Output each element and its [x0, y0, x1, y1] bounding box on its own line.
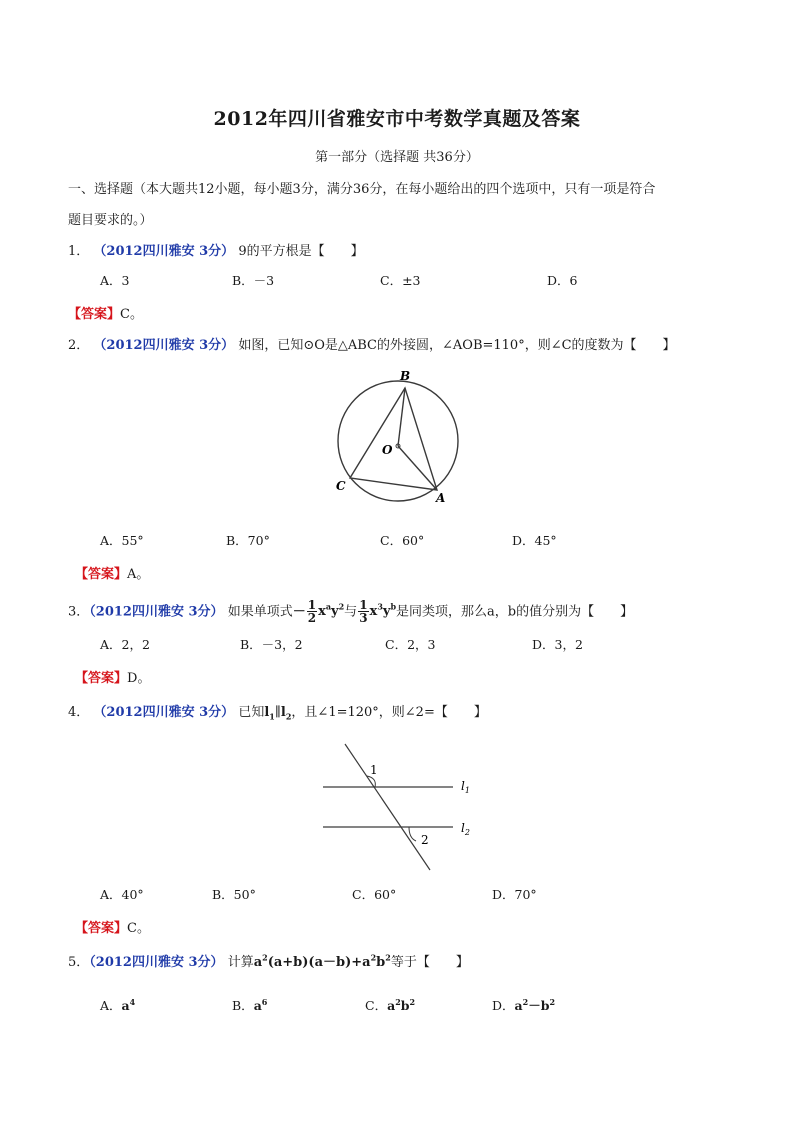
- question-text-a: 已知: [238, 705, 265, 720]
- question-number: 3．: [68, 604, 90, 620]
- question-text: 9的平方根是【 】: [238, 244, 364, 259]
- fraction-2: $\frac{1}{3}$: [359, 598, 368, 626]
- question-3: [68, 593, 633, 626]
- q5-option-c: C．$a^2b^2$: [365, 996, 416, 1013]
- label-b: B: [400, 369, 411, 383]
- question-text-b: 等于【 】: [390, 955, 469, 970]
- line-l2: $l_2$: [280, 705, 292, 722]
- question-text-b: ，且∠1=120°，则∠2=【 】: [291, 705, 487, 720]
- q1-option-c: C．±3: [380, 273, 421, 288]
- q4-option-c: C．60°: [352, 887, 397, 902]
- question-source: （2012四川雅安 3分）: [89, 604, 224, 620]
- expression: $a^2(a+b)(a-b)+a^2b^2$: [253, 952, 391, 970]
- q3-option-d: D．3，2: [532, 637, 583, 652]
- q1-answer: [68, 303, 143, 322]
- l2-label: $l_2$: [461, 821, 470, 837]
- question-number: 1．: [68, 244, 90, 259]
- q2-option-a: A．55°: [100, 533, 144, 548]
- section-intro-line2: 题目要求的。）: [68, 213, 153, 228]
- answer-value: C。: [120, 307, 143, 322]
- q2-option-c: C．60°: [380, 533, 425, 548]
- l1-label: $l_1$: [461, 779, 470, 795]
- question-4: [68, 701, 487, 722]
- angle-2-arc: [409, 827, 416, 841]
- question-text-c: 是同类项，那么a，b的值分别为【 】: [396, 604, 634, 620]
- monomial-1: $x^ay^2$: [318, 602, 345, 620]
- q4-option-b: B．50°: [212, 887, 256, 902]
- q4-answer: [75, 917, 150, 936]
- segment-oa: [398, 446, 437, 490]
- question-text-a: 计算: [227, 955, 254, 970]
- question-number: 5．: [68, 955, 90, 970]
- section-intro-line1: 一、选择题（本大题共12小题，每小题3分，满分36分，在每小题给出的四个选项中，只有一项是符合: [68, 182, 656, 197]
- parallel-lines-figure: [315, 740, 485, 875]
- line-l1: $l_1$: [264, 705, 275, 722]
- q4-option-a: A．40°: [100, 887, 144, 902]
- page-title: 2012年四川省雅安市中考数学真题及答案: [213, 108, 581, 130]
- answer-value: A。: [127, 567, 150, 582]
- q4-option-d: D．70°: [492, 887, 537, 902]
- q2-answer: [75, 563, 149, 582]
- label-c: C: [336, 479, 346, 493]
- label-o: O: [382, 443, 393, 457]
- transversal-line: [345, 744, 430, 870]
- q2-option-b: B．70°: [226, 533, 270, 548]
- answer-label: 【答案】: [75, 671, 128, 686]
- question-number: 4．: [68, 705, 90, 720]
- angle-1-label: 1: [370, 763, 378, 777]
- q3-option-c: C．2，3: [385, 637, 436, 652]
- question-text-a: 如果单项式: [227, 604, 293, 620]
- label-a: A: [436, 491, 446, 505]
- question-number: 2．: [68, 338, 90, 353]
- q1-option-d: D．6: [547, 273, 578, 288]
- question-text-b: 与: [344, 604, 358, 620]
- answer-label: 【答案】: [75, 567, 128, 582]
- answer-value: C。: [127, 921, 150, 936]
- minus-sign: －: [292, 604, 306, 620]
- parallel-sign: ∥: [274, 705, 281, 720]
- question-source: （2012四川雅安 3分）: [89, 955, 224, 970]
- q5-option-d: D．$a^2-b^2$: [492, 996, 556, 1013]
- question-source: （2012四川雅安 3分）: [93, 244, 235, 259]
- question-5: [68, 951, 469, 970]
- q5-option-a: A．$a^4$: [100, 996, 136, 1013]
- question-text: 如图，已知⊙O是△ABC的外接圆，∠AOB=110°，则∠C的度数为【 】: [238, 338, 676, 353]
- q3-option-b: B．－3，2: [240, 637, 303, 652]
- fraction-1: $\frac{1}{2}$: [307, 598, 317, 626]
- angle-2-label: 2: [421, 833, 429, 847]
- q1-option-b: B．－3: [232, 273, 275, 288]
- answer-label: 【答案】: [75, 921, 128, 936]
- question-1: [68, 240, 364, 259]
- section-subtitle: 第一部分（选择题 共36分）: [315, 150, 479, 165]
- question-source: （2012四川雅安 3分）: [93, 338, 235, 353]
- monomial-2: $x^3y^b$: [369, 602, 397, 620]
- question-source: （2012四川雅安 3分）: [93, 705, 235, 720]
- q1-option-a: A．3: [100, 273, 130, 288]
- question-2: [68, 334, 676, 353]
- q5-option-b: B．$a^6$: [232, 996, 268, 1013]
- q3-answer: [75, 667, 150, 686]
- circle-triangle-figure: [330, 362, 470, 512]
- q2-option-d: D．45°: [512, 533, 557, 548]
- q3-option-a: A．2，2: [100, 637, 150, 652]
- answer-value: D。: [127, 671, 151, 686]
- answer-label: 【答案】: [68, 307, 121, 322]
